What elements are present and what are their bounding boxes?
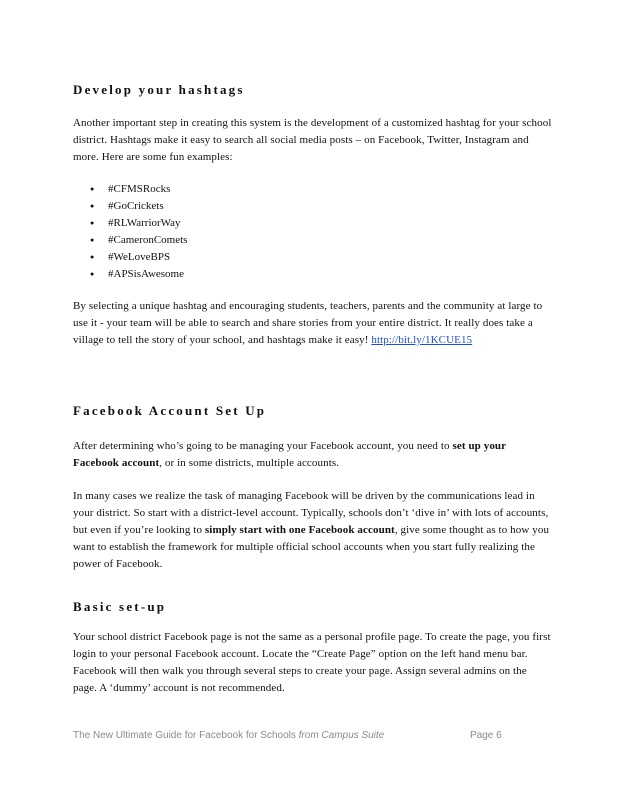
footer-guide-title: The New Ultimate Guide for Facebook for Schools <box>73 730 299 741</box>
text-span: In many cases we realize the task of managing Facebook will be driven by the communications lead in your district. So start with a district-level account. Typically, schools don’t ‘dive in’ with lots of accounts, but even if you’re looking to <box>73 490 549 536</box>
list-item: ● #RLWarriorWay <box>90 215 187 232</box>
text-span: , give some thought as to how you want to establish the framework for multiple official school accounts when you start fully realizing the power of Facebook. <box>73 524 550 570</box>
facebook-setup-heading: Facebook Account Set Up <box>73 403 267 418</box>
text-span: After determining who’s going to be managing your Facebook account, you need to <box>73 440 453 452</box>
list-item: ● #GoCrickets <box>90 198 187 215</box>
footer-source: from Campus Suite <box>298 730 385 741</box>
list-item: ● #WeLoveBPS <box>90 249 187 266</box>
hashtags-intro: Another important step in creating this system is the development of a customized hashtag for your school district. Hashtags make it easy to search all social media posts – on Facebook, Twitter, Instagram and more. Here are some fun examples: <box>73 117 552 163</box>
basic-setup-paragraph: Your school district Facebook page is not the same as a personal profile page. To create the page, you first login to your personal Facebook account. Locate the “Create Page” option on the left hand menu bar. Facebook will then walk you through several steps to create your page. Assign several admins on the page. A ‘dummy’ account is not recommended. <box>73 631 551 694</box>
list-item: ● #APSisAwesome <box>90 266 187 283</box>
bitly-link[interactable]: http://bit.ly/1KCUE15 <box>371 334 473 346</box>
text-span: , or in some districts, multiple accounts. <box>159 457 340 469</box>
hashtags-closing <box>73 298 553 349</box>
hashtag-list <box>90 181 187 283</box>
hashtags-closing-text: By selecting a unique hashtag and encouraging students, teachers, parents and the community at large to use it - your team will be able to search and share stories from your entire district. It really does take a village to tell the story of your school, and hashtags make it easy! <box>73 300 543 346</box>
facebook-setup-paragraph-2 <box>73 488 553 573</box>
basic-setup-heading: Basic set-up <box>73 599 167 614</box>
bold-text: simply start with one Facebook account <box>204 524 395 536</box>
list-item: ● #CameronComets <box>90 232 187 249</box>
page-number: Page 6 <box>470 730 502 741</box>
facebook-setup-paragraph-1 <box>73 438 553 472</box>
bold-text: set up your Facebook account <box>73 440 506 469</box>
hashtags-heading: Develop your hashtags <box>73 82 245 97</box>
footer-title <box>73 730 384 741</box>
list-item: ● #CFMSRocks <box>90 181 187 198</box>
